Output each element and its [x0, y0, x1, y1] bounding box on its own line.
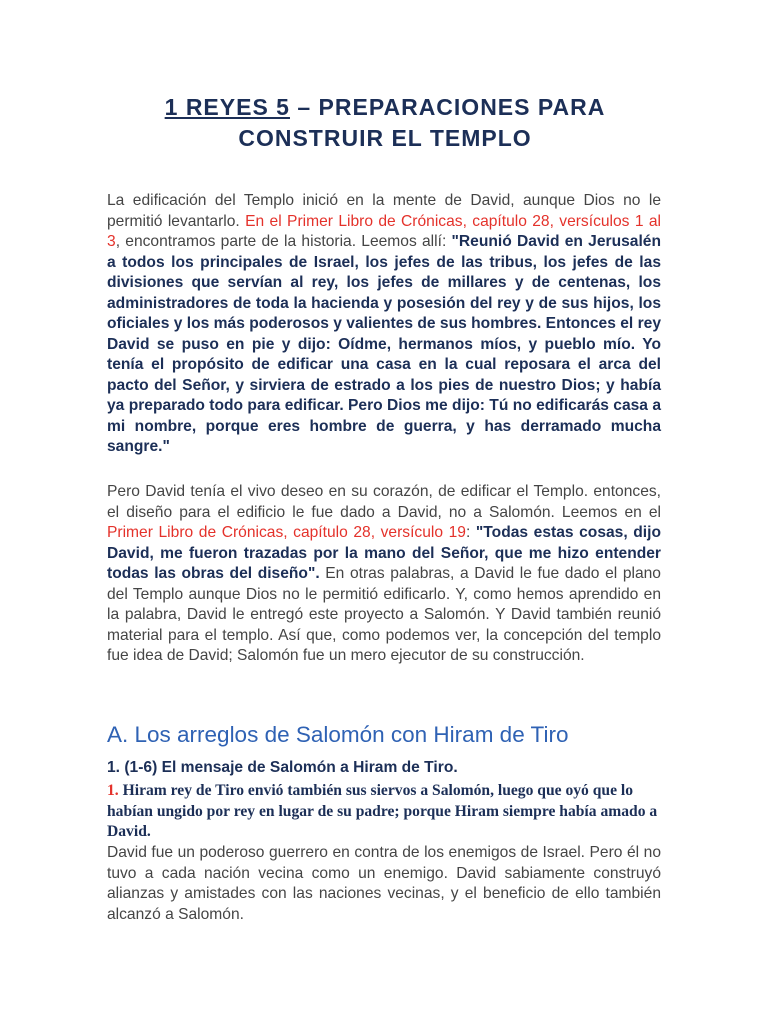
scripture-quote: "Todas estas cosas, dijo David, me fueron trazadas por la mano del Señor, que me hizo entender todas las obras del diseño".	[107, 524, 661, 582]
scripture-quote: "Reunió David en Jerusalén a todos los principales de Israel, los jefes de las tribus, los jefes de las divisiones que servían al rey, los jefes de millares y de centenas, los administradores de toda la hacienda y posesión del rey y de sus hijos, los oficiales y los más poderosos y valientes de sus hombres. Entonces el rey David se puso en pie y dijo: Oídme, hermanos míos, y pueblo mío. Yo tenía el propósito de edificar una casa en la cual reposara el arca del pacto del Señor, y sirviera de estrado a los pies de nuestro Dios; y había ya preparado todo para edificar. Pero Dios me dijo: Tú no edificarás casa a mi nombre, porque eres hombre de guerra, y has derramado mucha sangre."	[107, 233, 661, 455]
title-line2: CONSTRUIR EL TEMPLO	[238, 125, 532, 151]
text: En otras palabras, a David le fue dado el plano del Templo aunque Dios no le permitió edificarlo. Y, como hemos aprendido en la palabra, David le entregó este proyecto a Salomón. Y David también reunió material para el templo. Así que, como podemos ver, la concepción del templo fue idea de David; Salomón fue un mero ejecutor de su construcción.	[107, 565, 661, 664]
section-heading: A. Los arreglos de Salomón con Hiram de Tiro	[107, 722, 569, 747]
scripture-reference: En el Primer Libro de Crónicas, capítulo 28, versículos 1 al 3	[107, 212, 661, 250]
title-reference-link[interactable]: 1 REYES 5	[164, 94, 290, 120]
subsection-heading: 1. (1-6) El mensaje de Salomón a Hiram de Tiro.	[107, 759, 458, 776]
text: La edificación del Templo inició en la mente de David, aunque Dios no le permitió levantarlo.	[107, 192, 661, 230]
intro-paragraph	[107, 191, 661, 458]
second-paragraph	[107, 482, 661, 667]
title-rest: – PREPARACIONES PARA	[289, 94, 606, 120]
text: Pero David tenía el vivo deseo en su corazón, de edificar el Templo. entonces, el diseño para el edificio le fue dado a David, no a Salomón. Leemos en el	[107, 483, 661, 521]
page-title	[100, 92, 670, 154]
verse-block	[107, 781, 661, 843]
verse-text: Hiram rey de Tiro envió también sus siervos a Salomón, luego que oyó que lo habían ungido por rey en lugar de su padre; porque Hiram siempre había amado a David.	[107, 782, 658, 840]
text: , encontramos parte de la historia. Leemos allí:	[115, 233, 452, 250]
scripture-reference: Primer Libro de Crónicas, capítulo 28, versículo 19	[107, 524, 466, 541]
text: :	[465, 524, 476, 541]
commentary-paragraph: David fue un poderoso guerrero en contra de los enemigos de Israel. Pero él no tuvo a cada nación vecina como un enemigo. David sabiamente construyó alianzas y amistades con las naciones vecinas, y el beneficio de ello también alcanzó a Salomón.	[107, 844, 661, 923]
verse-number: 1.	[107, 782, 119, 799]
